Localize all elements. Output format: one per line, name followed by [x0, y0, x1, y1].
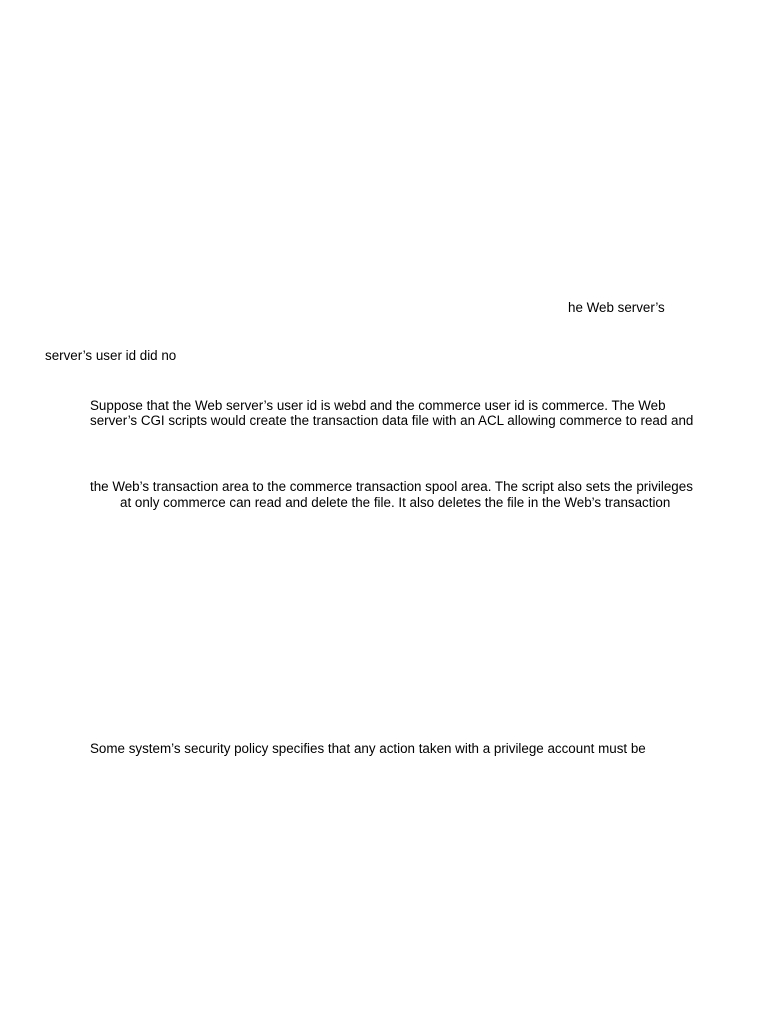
text-fragment: server’s user id did no: [45, 348, 177, 363]
text-fragment: he Web server’s: [568, 300, 665, 315]
paragraph-line: the Web’s transaction area to the commerce transaction spool area. The script also sets the privileges: [90, 479, 693, 494]
paragraph-line: at only commerce can read and delete the file. It also deletes the file in the Web’s transaction: [120, 495, 671, 510]
paragraph-line: server’s CGI scripts would create the transaction data file with an ACL allowing commerce to read and: [90, 413, 694, 428]
paragraph-line: Some system’s security policy specifies that any action taken with a privilege account must be: [90, 741, 646, 756]
paragraph-line: Suppose that the Web server’s user id is webd and the commerce user id is commerce. The Web: [90, 398, 666, 413]
